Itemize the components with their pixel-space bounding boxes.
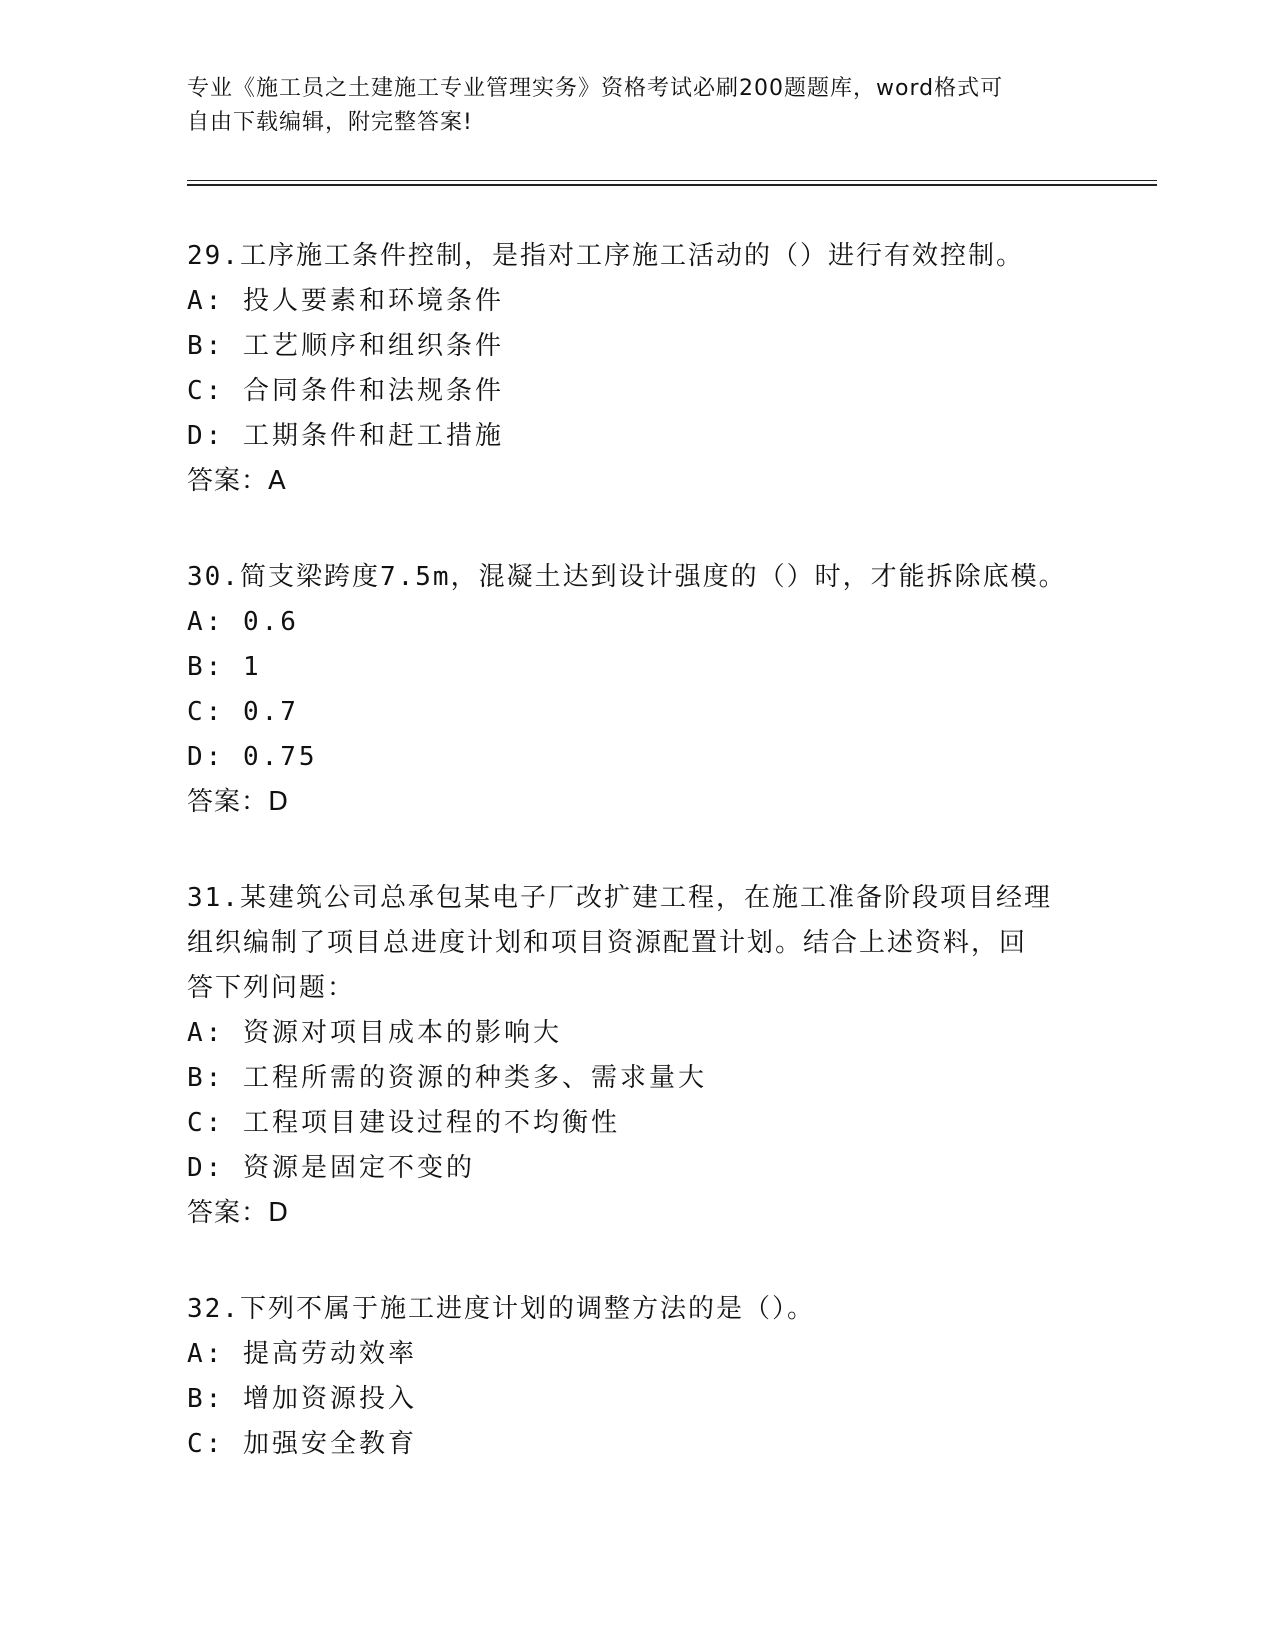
header-line-2: 自由下载编辑，附完整答案! [187, 110, 473, 135]
header-line-1: 专业《施工员之土建施工专业管理实务》资格考试必刷200题题库，word格式可 [187, 76, 1004, 101]
option-a: A: 资源对项目成本的影响大 [187, 1018, 562, 1048]
answer-label: 答案：D [187, 787, 290, 817]
question-stem: 32.下列不属于施工进度计划的调整方法的是（）。 [187, 1294, 815, 1324]
document-header [187, 72, 1067, 140]
option-c: C: 合同条件和法规条件 [187, 376, 504, 406]
question-stem: 30.简支梁跨度7.5m，混凝土达到设计强度的（）时，才能拆除底模。 [187, 562, 1067, 592]
option-a: A: 投人要素和环境条件 [187, 286, 504, 316]
option-c: C: 加强安全教育 [187, 1429, 417, 1459]
option-c: C: 0.7 [187, 697, 299, 727]
option-b: B: 1 [187, 652, 262, 682]
answer-label: 答案：D [187, 1198, 290, 1228]
option-a: A: 0.6 [187, 607, 299, 637]
option-d: D: 资源是固定不变的 [187, 1153, 475, 1183]
question-30 [187, 555, 1087, 825]
option-b: B: 增加资源投入 [187, 1384, 417, 1414]
answer-label: 答案：A [187, 466, 287, 496]
header-divider-top [187, 180, 1157, 181]
question-31 [187, 876, 1087, 1236]
question-stem: 29.工序施工条件控制，是指对工序施工活动的（）进行有效控制。 [187, 241, 1024, 271]
option-b: B: 工艺顺序和组织条件 [187, 331, 504, 361]
option-d: D: 工期条件和赶工措施 [187, 421, 504, 451]
question-29 [187, 234, 1087, 504]
question-32 [187, 1287, 1087, 1467]
option-a: A: 提高劳动效率 [187, 1339, 417, 1369]
question-stem-line-3: 答下列问题： [187, 973, 356, 1003]
question-stem-line-2: 组织编制了项目总进度计划和项目资源配置计划。结合上述资料，回 [187, 928, 1028, 958]
option-d: D: 0.75 [187, 742, 318, 772]
header-divider-bottom [187, 184, 1157, 186]
question-stem-line-1: 31.某建筑公司总承包某电子厂改扩建工程，在施工准备阶段项目经理 [187, 883, 1052, 913]
option-b: B: 工程所需的资源的种类多、需求量大 [187, 1063, 707, 1093]
option-c: C: 工程项目建设过程的不均衡性 [187, 1108, 620, 1138]
